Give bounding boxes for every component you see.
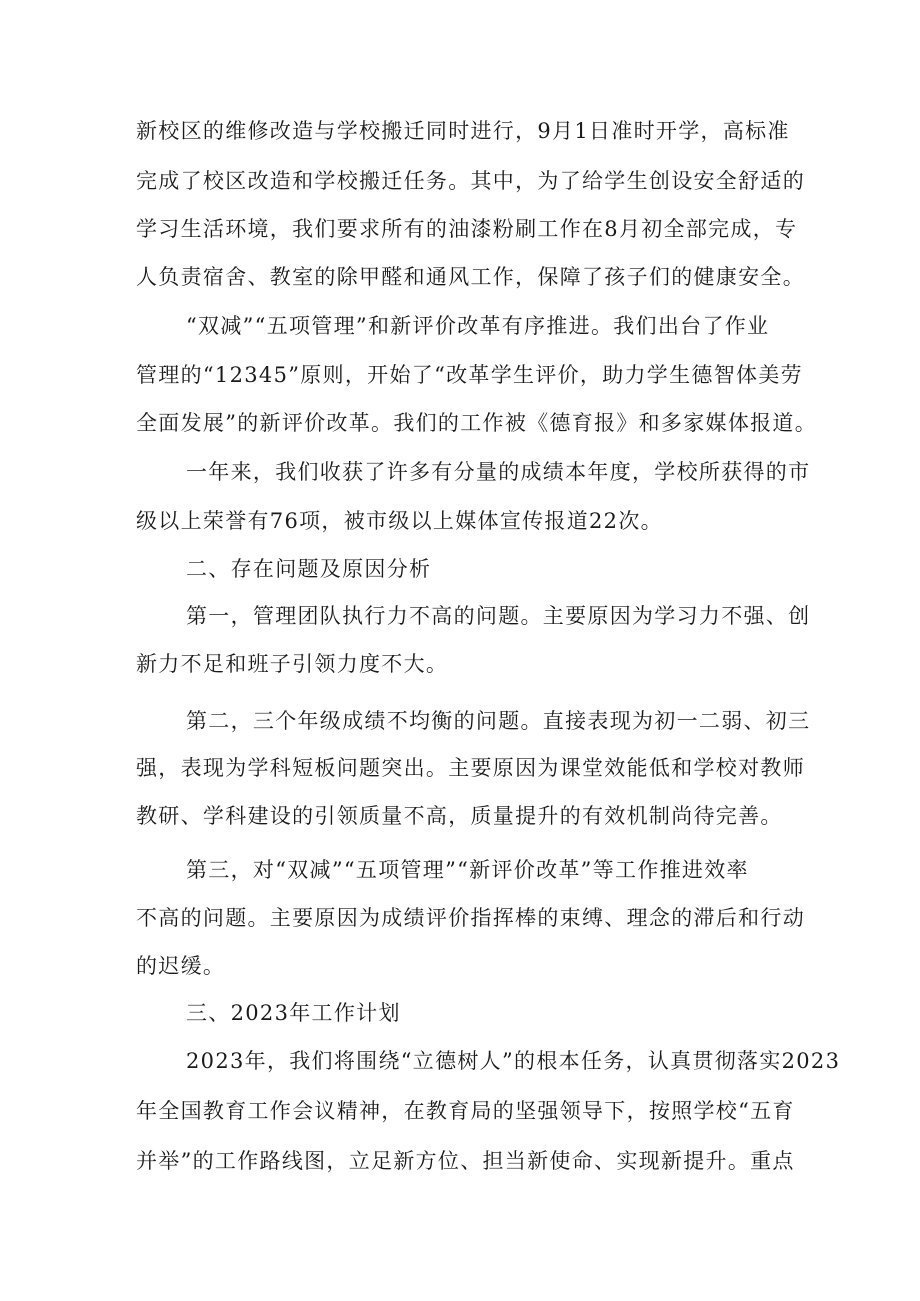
section-heading: 三、2023年工作计划 [186, 1001, 401, 1025]
text-line: 新校区的维修改造与学校搬迁同时进行，9月1日准时开学，高标准 [136, 119, 790, 143]
section-heading: 二、存在问题及原因分析 [186, 557, 432, 581]
text-line: 人负责宿舍、教室的除甲醛和通风工作，保障了孩子们的健康安全。 [136, 265, 805, 289]
text-line: 2023年，我们将围绕“立德树人”的根本任务，认真贯彻落实2023 [186, 1049, 841, 1073]
text-line: “双减”“五项管理”和新评价改革有序推进。我们出台了作业 [186, 314, 770, 338]
text-line: 全面发展”的新评价改革。我们的工作被《德育报》和多家媒体报道。 [136, 411, 818, 435]
text-line: 并举”的工作路线图，立足新方位、担当新使命、实现新提升。重点 [136, 1149, 795, 1173]
text-line: 新力不足和班子引领力度不大。 [136, 652, 449, 676]
text-line: 完成了校区改造和学校搬迁任务。其中，为了给学生创设安全舒适的 [136, 169, 805, 193]
text-line: 学习生活环境，我们要求所有的油漆粉刷工作在8月初全部完成，专 [136, 217, 798, 241]
text-line: 级以上荣誉有76项，被市级以上媒体宣传报道22次。 [136, 509, 663, 533]
text-line: 第一，管理团队执行力不高的问题。主要原因为学习力不强、创 [186, 604, 811, 628]
text-line: 的迟缓。 [136, 954, 226, 978]
text-line: 第二，三个年级成绩不均衡的问题。直接表现为初一二弱、初三 [186, 709, 811, 733]
text-line: 教研、学科建设的引领质量不高，质量提升的有效机制尚待完善。 [136, 804, 783, 828]
text-line: 年全国教育工作会议精神，在教育局的坚强领导下，按照学校“五育 [136, 1099, 795, 1123]
text-line: 一年来，我们收获了许多有分量的成绩本年度，学校所获得的市 [186, 460, 811, 484]
text-line: 强，表现为学科短板问题突出。主要原因为课堂效能低和学校对教师 [136, 756, 805, 780]
text-line: 不高的问题。主要原因为成绩评价指挥棒的束缚、理念的滞后和行动 [136, 906, 805, 930]
text-line: 第三，对“双减”“五项管理”“新评价改革”等工作推进效率 [186, 858, 749, 882]
text-line: 管理的“12345”原则，开始了“改革学生评价，助力学生德智体美劳 [136, 363, 803, 387]
